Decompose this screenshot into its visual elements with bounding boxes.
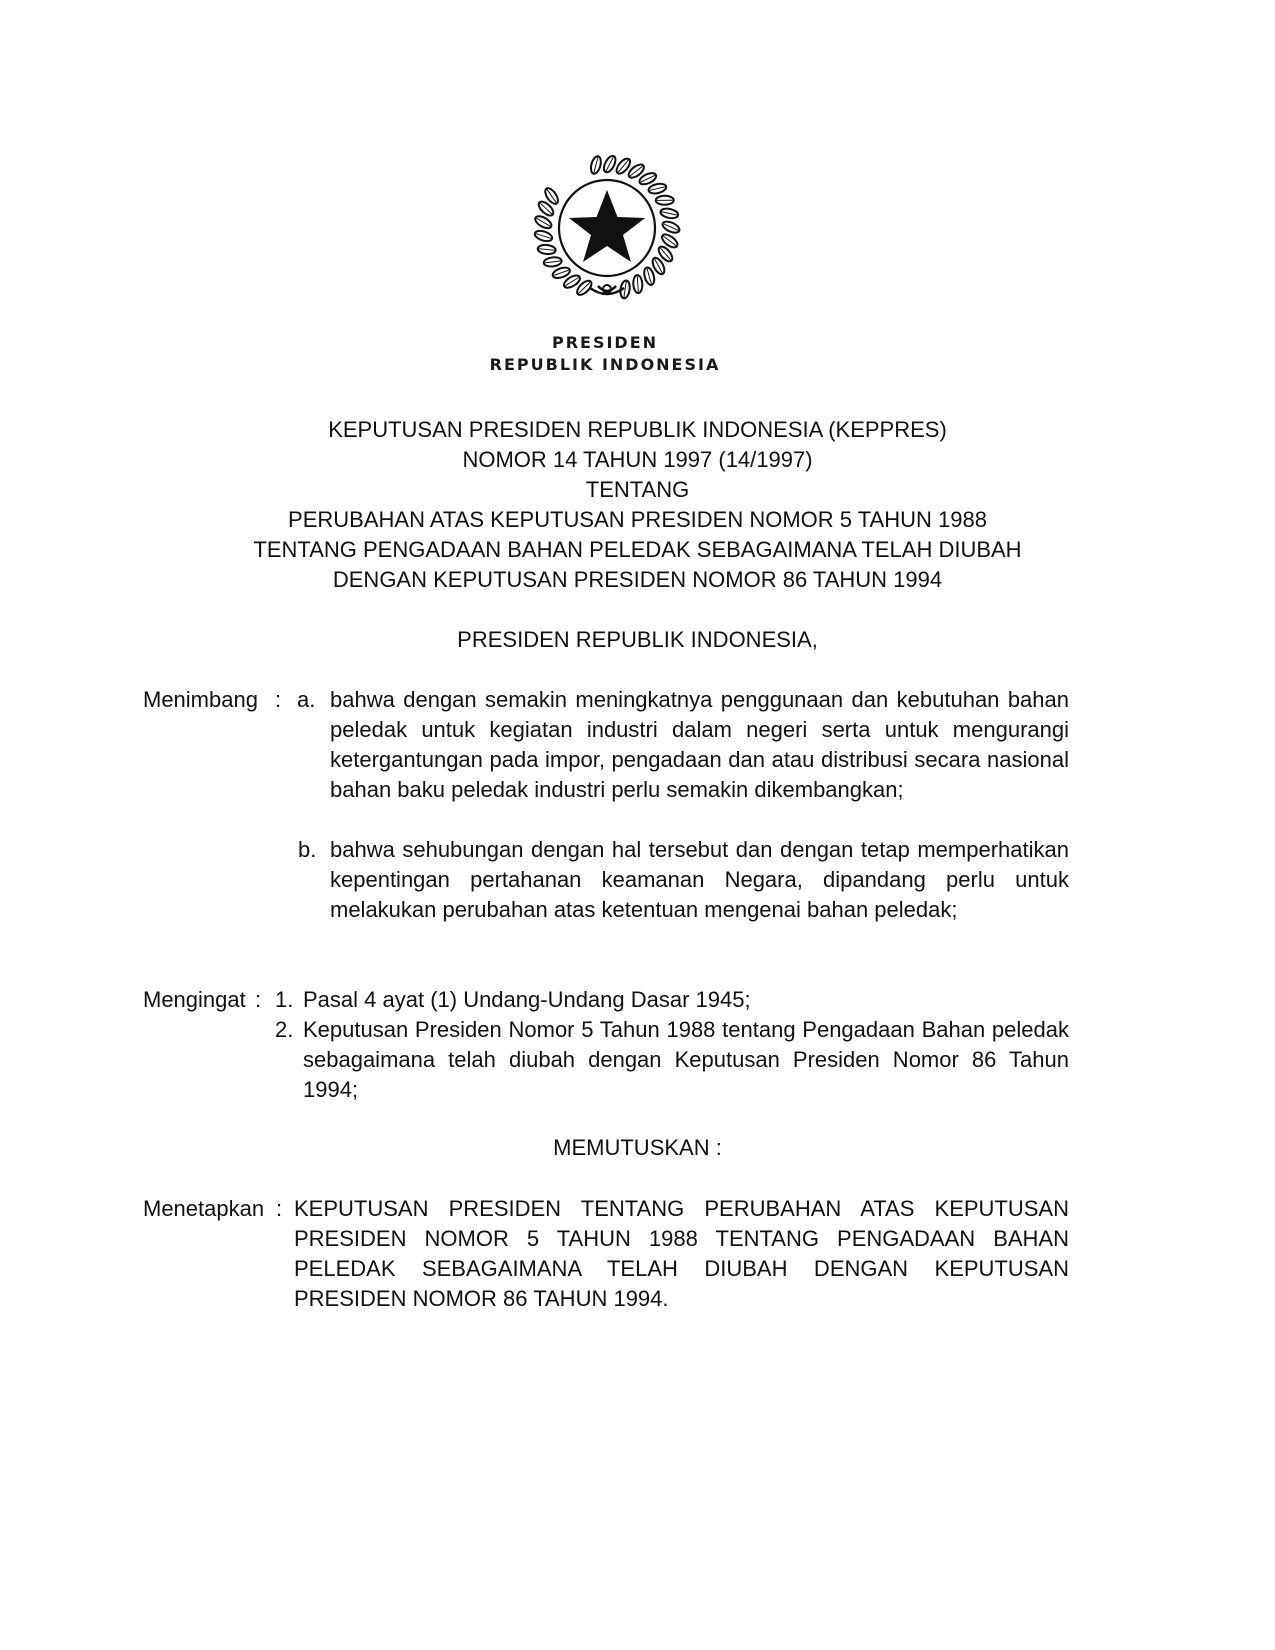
- mengingat-item-2-marker: 2.: [275, 1017, 294, 1042]
- menimbang-separator: :: [275, 687, 282, 712]
- title-line-4: PERUBAHAN ATAS KEPUTUSAN PRESIDEN NOMOR 5 TAHUN 1988: [288, 507, 987, 532]
- title-line-1: KEPUTUSAN PRESIDEN REPUBLIK INDONESIA (KEPPRES): [328, 417, 947, 442]
- menimbang-item-a-marker: a.: [297, 687, 316, 712]
- emblem-caption-presiden: PRESIDEN: [551, 333, 659, 352]
- title-line-5: TENTANG PENGADAAN BAHAN PELEDAK SEBAGAIMANA TELAH DIUBAH: [253, 537, 1022, 562]
- mengingat-item-2-text: Keputusan Presiden Nomor 5 Tahun 1988 tentang Pengadaan Bahan peledak sebagaimana telah diubah dengan Keputusan Presiden Nomor 86 Tahun 1994;: [303, 1017, 1069, 1102]
- menimbang-item-a-text: bahwa dengan semakin meningkatnya penggunaan dan kebutuhan bahan peledak untuk kegiatan industri dalam negeri serta untuk mengurangi ketergantungan pada impor, pengadaan dan atau distribusi secara nasional bahan baku peledak industri perlu semakin dikembangkan;: [330, 687, 1069, 802]
- menetapkan-label: Menetapkan: [143, 1196, 265, 1221]
- menimbang-item-b-marker: b.: [298, 837, 317, 862]
- presidential-emblem-icon: [528, 150, 686, 308]
- menimbang-label: Menimbang: [143, 687, 258, 712]
- mengingat-label: Mengingat: [143, 987, 246, 1012]
- mengingat-item-1-text: Pasal 4 ayat (1) Undang-Undang Dasar 1945;: [303, 987, 751, 1012]
- memutuskan-heading: MEMUTUSKAN :: [553, 1135, 722, 1160]
- menimbang-item-b-text: bahwa sehubungan dengan hal tersebut dan dengan tetap memperhatikan kepentingan pertahanan keamanan Negara, dipandang perlu untuk melakukan perubahan atas ketentuan mengenai bahan peledak;: [330, 837, 1069, 922]
- emblem-caption-republik: REPUBLIK INDONESIA: [489, 355, 721, 374]
- menetapkan-text: KEPUTUSAN PRESIDEN TENTANG PERUBAHAN ATAS KEPUTUSAN PRESIDEN NOMOR 5 TAHUN 1988 TENTANG PENGADAAN BAHAN PELEDAK SEBAGAIMANA TELAH DIUBAH DENGAN KEPUTUSAN PRESIDEN NOMOR 86 TAHUN 1994.: [294, 1196, 1069, 1311]
- title-line-3: TENTANG: [585, 477, 690, 502]
- mengingat-item-1-marker: 1.: [275, 987, 294, 1012]
- title-line-6: DENGAN KEPUTUSAN PRESIDEN NOMOR 86 TAHUN 1994: [332, 567, 943, 592]
- menetapkan-separator: :: [276, 1196, 283, 1221]
- president-heading: PRESIDEN REPUBLIK INDONESIA,: [457, 627, 818, 652]
- mengingat-separator: :: [255, 987, 262, 1012]
- title-line-2: NOMOR 14 TAHUN 1997 (14/1997): [462, 447, 813, 472]
